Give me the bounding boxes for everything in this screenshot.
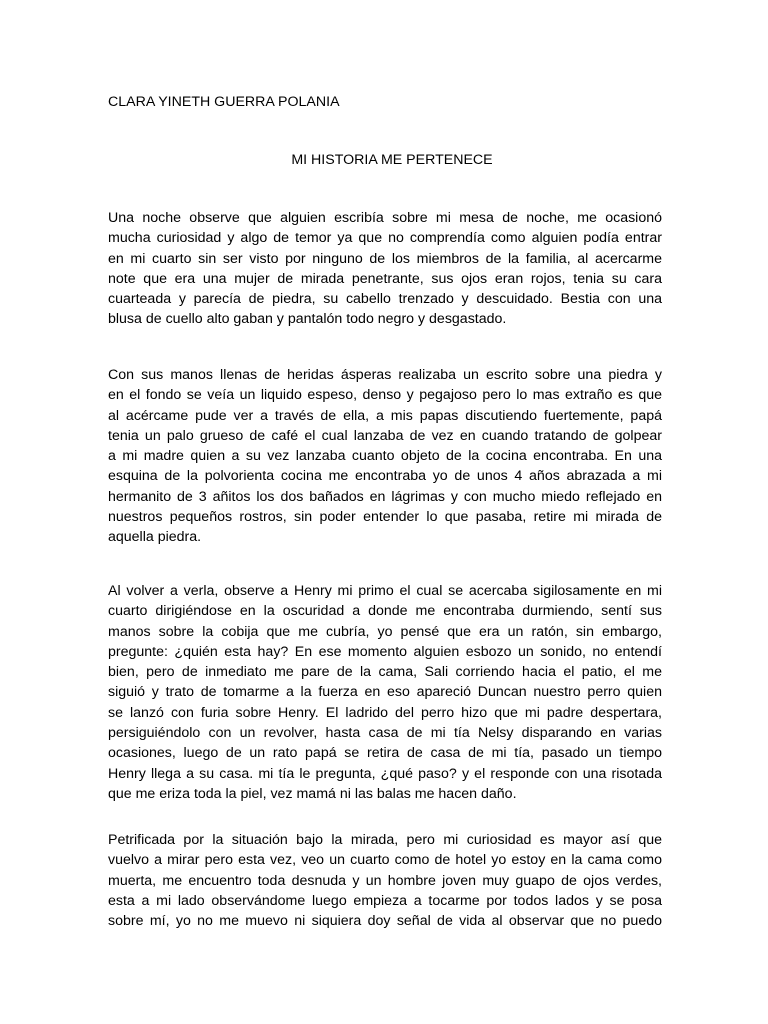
document-title: MI HISTORIA ME PERTENECE bbox=[291, 152, 493, 168]
text-line: cuarteada y parecía de piedra, su cabello trenzado y descuidado. Bestia con una bbox=[108, 291, 662, 308]
text-line: en mi cuarto sin ser visto por ninguno de los miembros de la familia, al acercarme bbox=[108, 250, 662, 267]
text-line: tenia un palo grueso de café el cual lanzaba de vez en cuando tratando de golpear bbox=[108, 427, 662, 444]
text-line: note que era una mujer de mirada penetrante, sus ojos eran rojos, tenia su cara bbox=[108, 270, 662, 287]
paragraph-1 bbox=[108, 208, 662, 330]
text-line: muerta, me encuentro toda desnuda y un hombre joven muy guapo de ojos verdes, bbox=[108, 872, 662, 889]
text-line: Al volver a verla, observe a Henry mi primo el cual se acercaba sigilosamente en mi bbox=[108, 583, 662, 599]
text-line: mucha curiosidad y algo de temor ya que no comprendía como alguien podía entrar bbox=[108, 230, 662, 247]
text-line: sobre mí, yo no me muevo ni siquiera doy señal de vida al observar que no puedo bbox=[108, 913, 662, 930]
text-line: esquina de la polvorienta cocina me encontraba yo de unos 4 años abrazada a mi bbox=[108, 468, 662, 485]
author-name: CLARA YINETH GUERRA POLANIA bbox=[108, 94, 340, 110]
text-line: cuarto dirigiéndose en la oscuridad a donde me encontraba durmiendo, sentí sus bbox=[108, 603, 662, 620]
paragraph-3 bbox=[108, 581, 662, 804]
text-line: pregunte: ¿quién esta hay? En ese momento alguien esbozo un sonido, no entendí bbox=[108, 643, 662, 660]
text-line: al acércame pude ver a través de ella, a mis papas discutiendo fuertemente, papá bbox=[108, 407, 662, 424]
text-line: Una noche observe que alguien escribía sobre mi mesa de noche, me ocasionó bbox=[108, 210, 662, 226]
text-line: Henry llega a su casa. mi tía le pregunta, ¿qué paso? y el responde con una risotada bbox=[108, 765, 662, 782]
text-line: bien, pero de inmediato me pare de la cama, Sali corriendo hacia el patio, el me bbox=[108, 664, 662, 681]
paragraph-4 bbox=[108, 830, 662, 931]
text-line: aquella piedra. bbox=[108, 529, 202, 546]
text-line: vuelvo a mirar pero esta vez, veo un cuarto como de hotel yo estoy en la cama como bbox=[108, 852, 662, 869]
paragraph-2 bbox=[108, 365, 662, 548]
text-line: nuestros pequeños rostros, sin poder entender lo que pasaba, retire mi mirada de bbox=[108, 509, 662, 526]
text-line: se lanzó con furia sobre Henry. El ladrido del perro hizo que mi padre despertara, bbox=[108, 704, 662, 721]
text-line: ocasiones, luego de un rato papá se retira de casa de mi tía, pasado un tiempo bbox=[108, 745, 662, 762]
text-line: blusa de cuello alto gaban y pantalón todo negro y desgastado. bbox=[108, 311, 507, 328]
text-line: a mi madre quien a su vez lanzaba cuanto objeto de la cocina encontraba. En una bbox=[108, 448, 662, 465]
text-line: en el fondo se veía un liquido espeso, denso y pegajoso pero lo mas extraño es que bbox=[108, 387, 662, 404]
text-line: persiguiéndolo con un revolver, hasta casa de mi tía Nelsy disparando en varias bbox=[108, 725, 662, 742]
text-line: que me eriza toda la piel, vez mamá ni las balas me hacen daño. bbox=[108, 785, 517, 802]
text-line: Con sus manos llenas de heridas ásperas realizaba un escrito sobre una piedra y bbox=[108, 367, 662, 383]
text-line: manos sobre la cobija que me cubría, yo pensé que era un ratón, sin embargo, bbox=[108, 623, 662, 640]
text-line: esta a mi lado observándome luego empieza a tocarme por todos lados y se posa bbox=[108, 892, 662, 909]
text-line: siguió y trato de tomarme a la fuerza en eso apareció Duncan nuestro perro quien bbox=[108, 684, 662, 701]
text-line: Petrificada por la situación bajo la mirada, pero mi curiosidad es mayor así que bbox=[108, 832, 662, 848]
text-line: hermanito de 3 añitos los dos bañados en lágrimas y con mucho miedo reflejado en bbox=[108, 488, 662, 505]
